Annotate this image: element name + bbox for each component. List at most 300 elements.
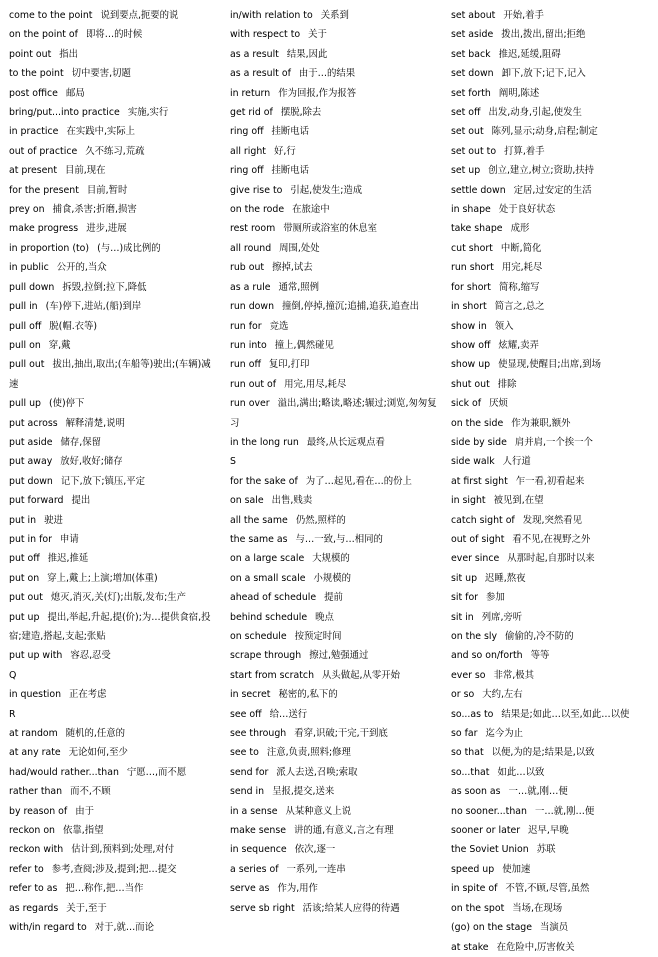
entry-definition: 穿上,戴上;上演;增加(体重): [47, 572, 158, 584]
entry-term: sick of: [451, 398, 482, 410]
entry-term: a series of: [230, 863, 279, 875]
glossary-entry: [9, 860, 217, 879]
entry-term: in sight: [451, 495, 486, 507]
entry-term: with respect to: [230, 29, 301, 41]
entry-term: see through: [230, 728, 287, 740]
entry-definition: 阐明,陈述: [498, 87, 540, 99]
entry-definition: 周围,处处: [279, 242, 320, 254]
entry-term: on the rode: [230, 204, 285, 216]
entry-term: put aside: [9, 436, 53, 448]
entry-definition: 脱(帽.衣等): [49, 320, 98, 332]
entry-term: on the point of: [9, 29, 78, 41]
entry-definition: 拔出,抽出,取出;(车船等)驶出;(车辆)减速: [9, 359, 211, 390]
entry-term: as a result of: [230, 68, 291, 80]
section-letter: [230, 452, 439, 471]
glossary-entry: [230, 258, 439, 277]
glossary-entry: [230, 743, 439, 762]
entry-term: serve sb right: [230, 902, 295, 914]
entry-term: put in: [9, 514, 37, 526]
entry-definition: 晚点: [315, 611, 334, 623]
entry-definition: 由于…的结果: [298, 68, 356, 80]
entry-definition: 使显现,使醒目;出席,到场: [498, 359, 601, 371]
entry-definition: 一…就,刚…便: [534, 805, 595, 817]
entry-term: set aside: [451, 29, 494, 41]
entry-term: see off: [230, 708, 262, 720]
entry-term: put down: [9, 475, 53, 487]
entry-term: sit up: [451, 572, 478, 584]
entry-definition: 用完,耗尽: [501, 262, 543, 274]
glossary-entry: [230, 879, 439, 898]
glossary-entry: [230, 569, 439, 588]
glossary-entry: [9, 452, 217, 471]
entry-term: catch sight of: [451, 514, 515, 526]
glossary-entry: [9, 802, 217, 821]
entry-definition: 拨出,拨出,留出;拒绝: [501, 29, 586, 41]
glossary-entry: [9, 25, 217, 44]
entry-term: set off: [451, 107, 481, 119]
entry-term: reckon on: [9, 825, 55, 837]
entry-definition: 简言之,总之: [494, 301, 545, 313]
entry-definition: 参考,查阅;涉及,提到;把…提交: [51, 863, 177, 875]
entry-definition: 被见到,在望: [493, 495, 544, 507]
entry-definition: 久不练习,荒疏: [85, 145, 145, 157]
entry-definition: 炫耀,卖弄: [498, 339, 539, 351]
entry-term: as a rule: [230, 281, 271, 293]
glossary-entry: [9, 433, 217, 452]
glossary-entry: [451, 84, 651, 103]
glossary-entry: [230, 25, 439, 44]
entry-definition: 领入: [494, 320, 514, 332]
entry-term: run down: [230, 301, 275, 313]
entry-definition: 成形: [510, 223, 530, 235]
entry-definition: 从头做起,从零开始: [322, 669, 401, 681]
entry-term: ahead of schedule: [230, 592, 317, 604]
entry-definition: 依次,逐一: [294, 844, 336, 856]
glossary-entry: [451, 860, 651, 879]
glossary-entry: [9, 491, 217, 510]
glossary-entry: [9, 879, 217, 898]
entry-term: on a small scale: [230, 572, 306, 584]
glossary-entry: [230, 239, 439, 258]
entry-definition: 目前,现在: [65, 165, 106, 177]
entry-term: pull off: [9, 320, 42, 332]
glossary-entry: [9, 899, 217, 918]
entry-definition: 用完,用尽,耗尽: [284, 378, 347, 390]
glossary-entry: [230, 840, 439, 859]
glossary-entry: [451, 511, 651, 530]
entry-definition: 切中要害,切题: [71, 68, 131, 80]
entry-definition: 随机的,任意的: [65, 728, 125, 740]
section-letter-label: R: [9, 708, 16, 720]
entry-definition: 结果是;如此…以至,如此…以使: [501, 708, 630, 720]
entry-term: show in: [451, 320, 487, 332]
entry-term: set forth: [451, 87, 491, 99]
entry-term: on sale: [230, 495, 264, 507]
entry-definition: 开始,着手: [503, 10, 544, 21]
entry-term: (go) on the stage: [451, 922, 533, 934]
entry-definition: 说到要点,扼要的说: [100, 10, 179, 21]
glossary-entry: [451, 918, 651, 937]
entry-term: in proportion (to): [9, 242, 90, 254]
glossary-entry: [9, 549, 217, 568]
entry-term: scrape through: [230, 650, 302, 662]
glossary-entry: [230, 511, 439, 530]
entry-definition: 把…称作,把…当作: [65, 883, 144, 895]
entry-term: put across: [9, 417, 58, 429]
entry-term: ring off: [230, 126, 264, 138]
section-letter: [9, 705, 217, 724]
entry-definition: 挂断电话: [271, 126, 310, 138]
entry-definition: 陈列,显示;动身,启程;制定: [491, 126, 598, 138]
glossary-entry: [230, 685, 439, 704]
entry-definition: 小规模的: [313, 572, 352, 584]
entry-term: start from scratch: [230, 669, 315, 681]
glossary-entry: [451, 743, 651, 762]
entry-definition: 以便,为的是;结果是,以致: [491, 747, 595, 759]
glossary-entry: [230, 161, 439, 180]
entry-term: come to the point: [9, 10, 93, 21]
entry-definition: 等等: [530, 650, 550, 662]
glossary-entry: [230, 122, 439, 141]
glossary-entry: [451, 588, 651, 607]
entry-definition: 大规模的: [312, 553, 350, 565]
glossary-entry: [9, 161, 217, 180]
glossary-entry: [230, 142, 439, 161]
entry-definition: 实施,实行: [127, 107, 169, 119]
glossary-entry: [230, 278, 439, 297]
glossary-entry: [9, 355, 217, 394]
glossary-entry: [451, 530, 651, 549]
entry-definition: 厌烦: [489, 398, 508, 410]
glossary-entry: [230, 530, 439, 549]
entry-term: set out to: [451, 145, 497, 157]
entry-definition: 定居,过安定的生活: [513, 184, 592, 196]
glossary-entry: [230, 6, 439, 25]
glossary-entry: [9, 840, 217, 859]
glossary-entry: [9, 918, 217, 937]
entry-term: show off: [451, 339, 491, 351]
entry-definition: 挂断电话: [271, 165, 310, 177]
glossary-entry: [451, 705, 651, 724]
entry-definition: 提出: [71, 495, 91, 507]
entry-term: speed up: [451, 863, 495, 875]
entry-definition: 一…就,刚…便: [508, 786, 568, 798]
entry-definition: 与…一致,与…相同的: [295, 533, 383, 545]
entry-term: rub out: [230, 262, 265, 274]
entry-definition: 作为,用作: [277, 883, 318, 895]
glossary-entry: [230, 433, 439, 452]
entry-term: reckon with: [9, 844, 64, 856]
entry-definition: 非常,极其: [493, 669, 535, 681]
glossary-entry: [451, 181, 651, 200]
entry-definition: 从某种意义上说: [285, 805, 352, 817]
glossary-entry: [451, 821, 651, 840]
glossary-entry: [230, 297, 439, 316]
entry-term: prey on: [9, 204, 45, 216]
glossary-entry: [451, 879, 651, 898]
glossary-entry: [230, 821, 439, 840]
glossary-entry: [451, 627, 651, 646]
entry-term: put on: [9, 572, 40, 584]
glossary-entry: [451, 782, 651, 801]
entry-term: put in for: [9, 533, 52, 545]
entry-definition: 打算,着手: [504, 145, 545, 157]
entry-definition: 竞选: [269, 320, 289, 332]
entry-definition: 中断,简化: [500, 242, 542, 254]
section-letter-label: S: [230, 456, 236, 468]
entry-term: behind schedule: [230, 611, 308, 623]
entry-definition: (使)停下: [48, 398, 85, 410]
entry-definition: 提前: [324, 592, 343, 604]
entry-term: to the point: [9, 68, 64, 80]
entry-definition: 处于良好状态: [498, 204, 556, 216]
entry-definition: 当场,在现场: [512, 902, 563, 914]
glossary-entry: [451, 375, 651, 394]
entry-term: put off: [9, 553, 40, 565]
entry-term: on the spot: [451, 902, 505, 914]
glossary-entry: [230, 860, 439, 879]
entry-term: run off: [230, 359, 261, 371]
entry-term: by reason of: [9, 805, 68, 817]
entry-definition: 估计到,预料到;处理,对付: [71, 844, 175, 856]
entry-term: at random: [9, 728, 58, 740]
entry-term: pull out: [9, 359, 45, 371]
glossary-entry: [9, 142, 217, 161]
entry-definition: 肩并肩,一个挨一个: [514, 436, 593, 448]
glossary-entry: [9, 646, 217, 665]
entry-definition: 注意,负责,照料;修理: [266, 747, 351, 759]
entry-term: send in: [230, 786, 265, 798]
entry-definition: 简称,缩写: [498, 281, 540, 293]
glossary-entry: [451, 549, 651, 568]
entry-definition: 熄灭,消灭,关(灯);出版,发布;生产: [50, 592, 186, 604]
entry-term: for short: [451, 281, 491, 293]
glossary-entry: [451, 491, 651, 510]
entry-term: set about: [451, 10, 496, 21]
entry-term: cut short: [451, 242, 493, 254]
entry-definition: 创立,建立,树立;资助,扶持: [488, 165, 595, 177]
entry-term: rather than: [9, 786, 63, 798]
glossary-entry: [230, 549, 439, 568]
glossary-entry: [230, 375, 439, 394]
glossary-entry: [451, 685, 651, 704]
entry-definition: 如此…以致: [497, 766, 545, 778]
glossary-entry: [451, 433, 651, 452]
entry-definition: 邮局: [65, 87, 85, 99]
entry-term: in shape: [451, 204, 491, 216]
glossary-entry: [9, 317, 217, 336]
entry-term: refer to as: [9, 883, 58, 895]
glossary-entry: [230, 336, 439, 355]
glossary-entry: [9, 394, 217, 413]
entry-definition: 活该;给某人应得的待遇: [302, 902, 400, 914]
glossary-entry: [9, 472, 217, 491]
entry-term: set out: [451, 126, 484, 138]
glossary-entry: [451, 452, 651, 471]
entry-term: at first sight: [451, 475, 508, 487]
entry-definition: 派人去送,召唤;索取: [276, 766, 358, 778]
entry-definition: 复印,打印: [268, 359, 310, 371]
glossary-entry: [230, 646, 439, 665]
entry-definition: 解释清楚,说明: [65, 417, 125, 429]
entry-term: refer to: [9, 863, 44, 875]
glossary-entry: [9, 414, 217, 433]
glossary-entry: [9, 64, 217, 83]
entry-term: as a result: [230, 48, 279, 60]
entry-definition: 擦掉,试去: [272, 262, 313, 274]
entry-term: put up: [9, 611, 40, 623]
entry-definition: 苏联: [536, 844, 556, 856]
entry-term: on the sly: [451, 631, 498, 642]
glossary-entry: [451, 25, 651, 44]
glossary-entry: [230, 84, 439, 103]
glossary-entry: [451, 297, 651, 316]
entry-definition: 撞上,偶然碰见: [274, 339, 334, 351]
glossary-entry: [230, 588, 439, 607]
glossary-entry: [9, 45, 217, 64]
glossary-entry: [451, 569, 651, 588]
entry-term: the Soviet Union: [451, 844, 529, 856]
entry-definition: 结果,因此: [286, 48, 328, 60]
entry-term: at present: [9, 165, 58, 177]
glossary-entry: [9, 608, 217, 647]
glossary-entry: [230, 608, 439, 627]
entry-definition: 公开的,当众: [56, 262, 107, 274]
glossary-entry: [230, 472, 439, 491]
entry-term: on the side: [451, 417, 504, 429]
entry-definition: 容忍,忍受: [70, 650, 111, 662]
glossary-entry: [451, 317, 651, 336]
entry-term: run out of: [230, 378, 277, 390]
entry-definition: 发现,突然看见: [522, 514, 582, 526]
entry-term: ever since: [451, 553, 500, 565]
entry-term: see to: [230, 747, 259, 759]
entry-definition: 出售,贱卖: [271, 495, 313, 507]
entry-term: so that: [451, 747, 484, 759]
entry-term: sit for: [451, 592, 479, 604]
entry-definition: 关于,至于: [66, 902, 107, 914]
entry-definition: 好,行: [273, 145, 296, 157]
entry-definition: 无论如何,至少: [68, 747, 128, 759]
glossary-entry: [230, 802, 439, 821]
entry-definition: 溢出,满出;略读,略述;辗过;浏览,匆匆复习: [230, 398, 437, 429]
entry-term: in/with relation to: [230, 10, 313, 21]
glossary-entry: [9, 84, 217, 103]
entry-definition: 使加速: [502, 863, 531, 875]
entry-definition: 通常,照例: [278, 281, 319, 293]
glossary-entry: [9, 278, 217, 297]
entry-term: set back: [451, 48, 491, 60]
entry-term: side by side: [451, 436, 507, 448]
entry-definition: 一系列,一连串: [286, 863, 346, 875]
entry-term: in the long run: [230, 436, 299, 448]
entry-term: or so: [451, 689, 475, 701]
entry-term: post office: [9, 87, 58, 99]
entry-definition: 在危险中,厉害攸关: [496, 941, 575, 953]
entry-definition: 讲的通,有意义,言之有理: [293, 825, 394, 837]
entry-definition: 记下,放下;镇压,平定: [60, 475, 145, 487]
entry-term: pull down: [9, 281, 55, 293]
glossary-entry: [230, 491, 439, 510]
entry-definition: 拆毁,拉倒;拉下,降低: [62, 281, 147, 293]
entry-term: had/would rather...than: [9, 766, 119, 778]
entry-term: make progress: [9, 223, 79, 235]
glossary-entry: [451, 161, 651, 180]
glossary-entry: [9, 239, 217, 258]
entry-definition: 参加: [486, 592, 505, 604]
entry-term: sooner or later: [451, 825, 521, 837]
entry-definition: 捕食,杀害;折磨,损害: [52, 204, 137, 216]
entry-definition: 迄今为止: [485, 728, 524, 740]
entry-term: in spite of: [451, 883, 498, 895]
entry-definition: 放好,收好;储存: [60, 456, 123, 468]
glossary-entry: [9, 724, 217, 743]
entry-term: run into: [230, 339, 267, 351]
entry-definition: 不管,不顾,尽管,虽然: [505, 883, 590, 895]
glossary-entry: [9, 6, 217, 25]
entry-definition: 人行道: [502, 456, 531, 468]
entry-term: as soon as: [451, 786, 501, 798]
entry-term: point out: [9, 48, 52, 60]
entry-term: run short: [451, 262, 494, 274]
entry-definition: 最终,从长远观点看: [306, 436, 385, 448]
glossary-entry: [230, 724, 439, 743]
entry-term: rest room: [230, 223, 276, 235]
entry-term: all round: [230, 242, 272, 254]
entry-term: pull up: [9, 398, 41, 410]
entry-term: out of practice: [9, 145, 78, 157]
glossary-entry: [451, 219, 651, 238]
glossary-entry: [451, 239, 651, 258]
entry-definition: 从那时起,自那时以来: [507, 553, 595, 565]
entry-definition: 出发,动身,引起,使发生: [488, 107, 582, 119]
glossary-entry: [451, 122, 651, 141]
entry-term: at any rate: [9, 747, 61, 759]
entry-term: for the sake of: [230, 475, 298, 487]
glossary-entry: [9, 569, 217, 588]
glossary-entry: [230, 103, 439, 122]
entry-term: all the same: [230, 514, 288, 526]
glossary-entry: [9, 200, 217, 219]
entry-term: make sense: [230, 825, 286, 837]
glossary-entry: [230, 899, 439, 918]
entry-definition: 提出,举起,升起,提(价);为…提供食宿,投宿;建造,搭起,支起;张贴: [9, 611, 211, 642]
glossary-entry: [451, 414, 651, 433]
entry-term: in a sense: [230, 805, 278, 817]
entry-term: so...as to: [451, 708, 494, 720]
entry-term: the same as: [230, 533, 288, 545]
entry-term: put up with: [9, 650, 63, 662]
entry-definition: 乍一看,初看起来: [515, 475, 585, 487]
entry-term: in public: [9, 262, 49, 274]
section-letter: [9, 666, 217, 685]
glossary-entry: [451, 258, 651, 277]
glossary-entry: [9, 336, 217, 355]
entry-definition: 而不,不顾: [70, 786, 111, 798]
entry-term: give rise to: [230, 184, 283, 196]
entry-term: serve as: [230, 883, 270, 895]
entry-definition: 穿,戴: [48, 339, 71, 351]
entry-definition: 依靠,指望: [63, 825, 104, 837]
glossary-entry: [451, 763, 651, 782]
entry-term: pull in: [9, 301, 38, 313]
entry-term: put forward: [9, 495, 64, 507]
entry-definition: 作为回报,作为报答: [278, 87, 357, 99]
glossary-entry: [451, 938, 651, 957]
glossary-entry: [9, 763, 217, 782]
entry-definition: 秘密的,私下的: [278, 689, 338, 701]
entry-definition: 呈报,提交,送来: [272, 786, 335, 798]
